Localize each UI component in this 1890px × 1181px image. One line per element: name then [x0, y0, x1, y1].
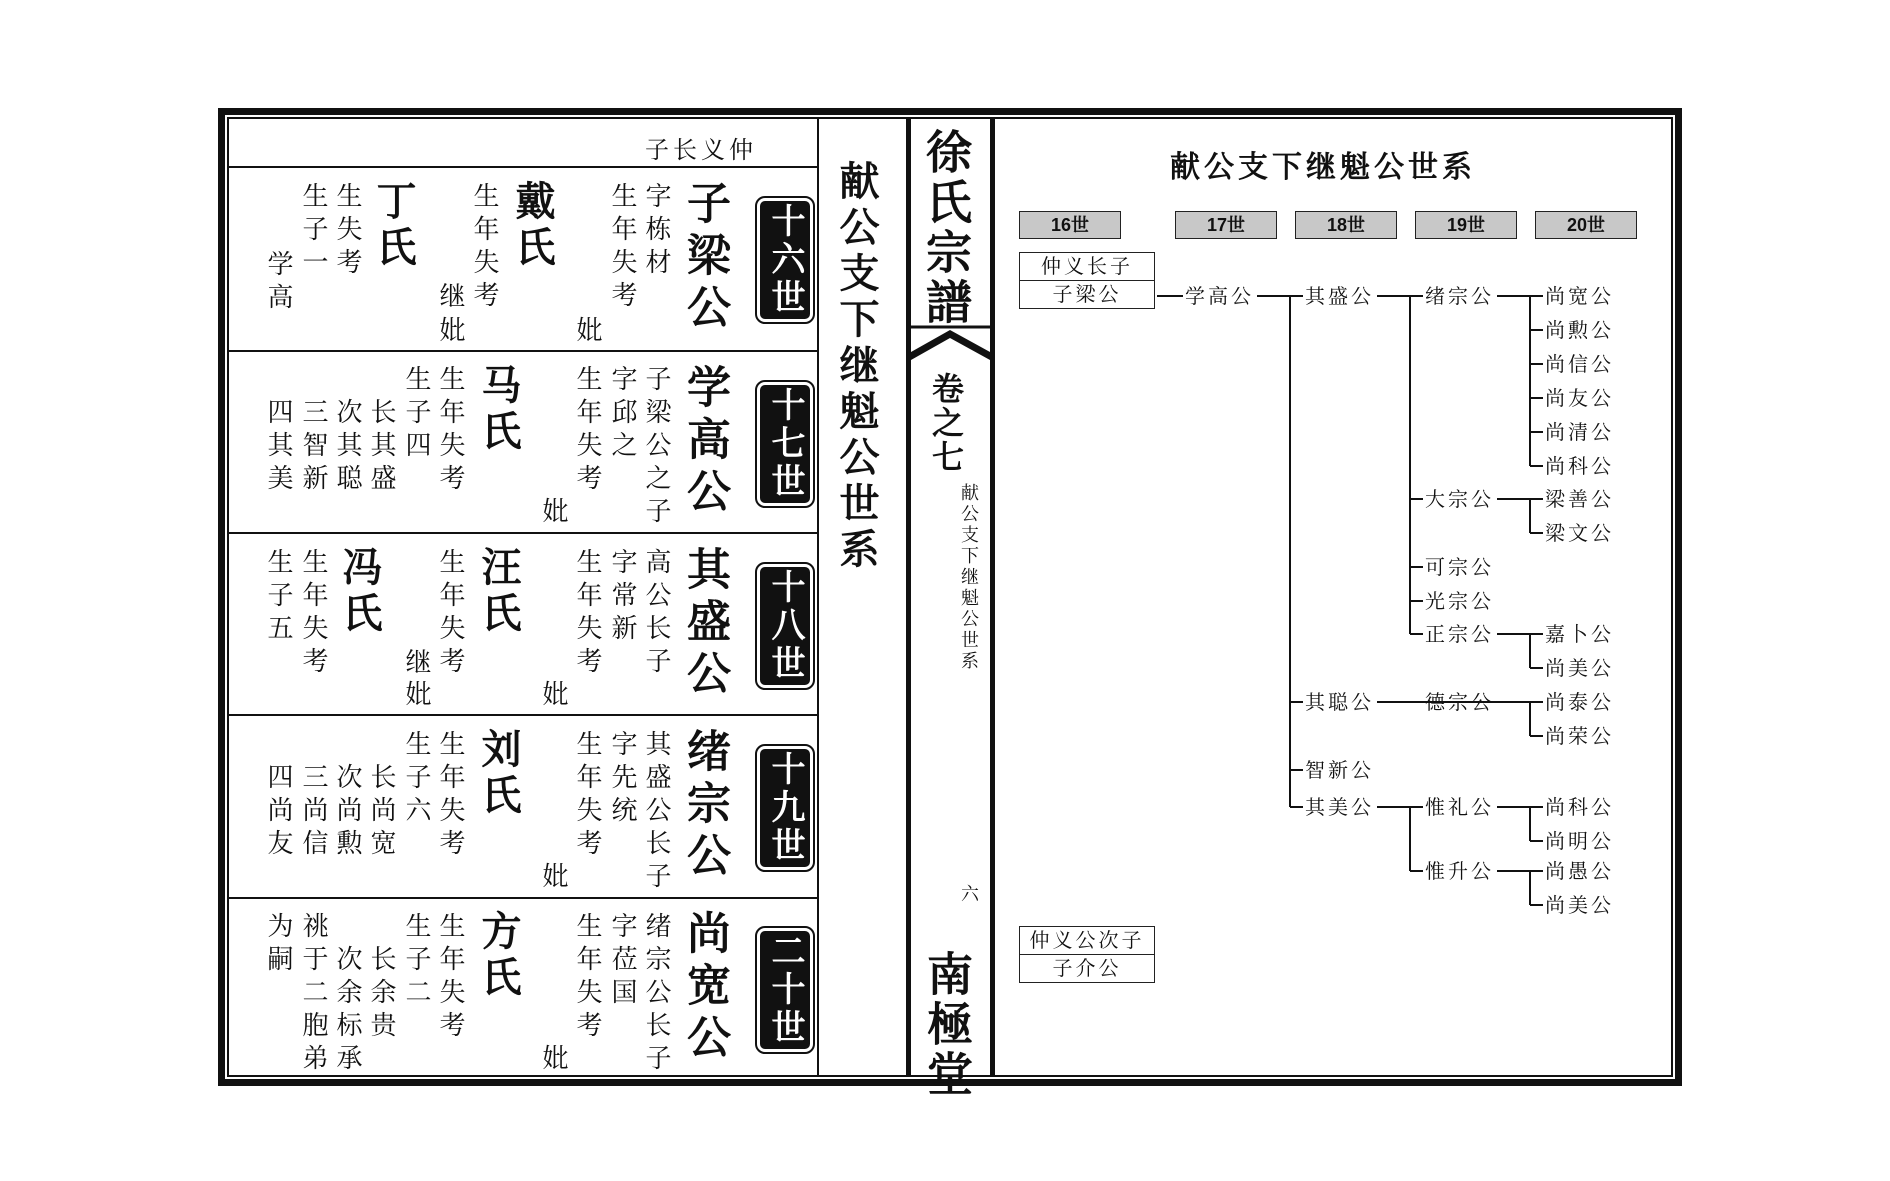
wife-label: 妣	[572, 316, 602, 349]
ancestor-name: 尚宽公	[679, 910, 730, 1066]
ancestor-info: 高公长子	[641, 548, 671, 680]
wife-label: 妣	[538, 1044, 568, 1077]
tree-node: 惟礼公	[1425, 795, 1494, 819]
ancestor-info: 生年失考	[607, 182, 637, 314]
wife-name: 冯氏	[336, 546, 383, 638]
child-entry: 四尚友	[263, 763, 293, 862]
ancestor-info: 绪宗公长子	[641, 912, 671, 1077]
spine-subtitle: 献公支下继魁公世系	[958, 483, 979, 672]
tree-node: 尚明公	[1545, 829, 1614, 853]
tree-node: 嘉卜公	[1545, 622, 1614, 646]
tree-node: 可宗公	[1425, 555, 1494, 579]
wife-info: 生失考	[332, 182, 362, 281]
ancestor-info: 生年失考	[572, 548, 602, 680]
generation-header: 16世	[1019, 211, 1121, 239]
ancestor-info: 字莅国	[607, 912, 637, 1011]
generation-badge: 十九世	[757, 746, 813, 870]
tree-node: 智新公	[1305, 758, 1374, 782]
ancestor-name: 子梁公	[679, 180, 730, 336]
wife-info: 生年失考	[435, 912, 465, 1044]
tree-node: 其聪公	[1305, 690, 1374, 714]
generation-badge: 十八世	[757, 564, 813, 688]
wife-name: 丁氏	[370, 180, 417, 272]
wife-name: 马氏	[475, 364, 522, 456]
tree-node: 梁文公	[1545, 521, 1614, 545]
tree-node: 光宗公	[1425, 589, 1494, 613]
wife-info: 生年失考	[298, 548, 328, 680]
tree-node: 学高公	[1185, 284, 1254, 308]
wife-info: 生子四	[401, 365, 431, 464]
tree-node: 尚美公	[1545, 893, 1614, 917]
tree-title: 献公支下继魁公世系	[1170, 150, 1476, 185]
wife-label: 妣	[538, 680, 568, 713]
wife-info: 生年失考	[435, 730, 465, 862]
wife-info: 生子二	[401, 912, 431, 1011]
tree-node: 尚美公	[1545, 656, 1614, 680]
child-entry: 次尚勲	[332, 763, 362, 862]
book-title: 徐氏宗譜	[919, 128, 973, 328]
tree-node: 尚友公	[1545, 386, 1614, 410]
generation-header: 19世	[1415, 211, 1517, 239]
child-entry: 为嗣	[263, 912, 293, 978]
section-title: 献公支下继魁公世系	[833, 160, 880, 574]
wife-info: 继	[435, 282, 465, 315]
tree-node: 尚愚公	[1545, 859, 1614, 883]
volume-label: 卷之七	[927, 372, 965, 474]
generation-badge: 十七世	[757, 382, 813, 506]
tree-node: 其美公	[1305, 795, 1374, 819]
tree-node: 大宗公	[1425, 487, 1494, 511]
ancestor-info: 生年失考	[572, 365, 602, 497]
ancestor-name: 学高公	[679, 364, 730, 520]
child-entry: 三智新	[298, 398, 328, 497]
ancestor-info: 字邱之	[607, 365, 637, 464]
tree-node: 其盛公	[1305, 284, 1374, 308]
root-note: 仲义公次子	[1029, 928, 1145, 952]
tree-node: 绪宗公	[1425, 284, 1494, 308]
root-note: 仲义长子	[1041, 254, 1133, 278]
wife-name: 汪氏	[475, 546, 522, 638]
ancestor-info: 字先统	[607, 730, 637, 829]
child-entry: 次余标承	[332, 945, 362, 1077]
tree-node: 德宗公	[1425, 690, 1494, 714]
tree-node: 尚科公	[1545, 795, 1614, 819]
wife-info: 生年失考	[469, 182, 499, 314]
tree-node: 尚勲公	[1545, 318, 1614, 342]
wife-info: 继	[401, 648, 431, 681]
ancestor-info: 其盛公长子	[641, 730, 671, 895]
ancestor-info: 生年失考	[572, 730, 602, 862]
wife-name: 戴氏	[509, 180, 556, 272]
wife-label: 妣	[401, 680, 431, 713]
wife-label: 妣	[538, 497, 568, 530]
ancestor-name: 绪宗公	[679, 728, 730, 884]
hall-name: 南極堂	[920, 950, 974, 1100]
root-name: 子梁公	[1020, 280, 1154, 308]
wife-name: 方氏	[475, 910, 522, 1002]
ancestor-info: 生年失考	[572, 912, 602, 1044]
wife-info: 学高	[263, 250, 293, 316]
ancestor-info: 子梁公之子	[641, 365, 671, 530]
generation-header: 17世	[1175, 211, 1277, 239]
wife-info: 生子六	[401, 730, 431, 829]
child-entry: 长其盛	[366, 398, 396, 497]
child-entry: 三尚信	[298, 763, 328, 862]
page-number: 六	[961, 884, 979, 905]
child-entry: 四其美	[263, 398, 293, 497]
tree-node: 尚泰公	[1545, 690, 1614, 714]
tree-node: 尚科公	[1545, 454, 1614, 478]
wife-info: 生年失考	[435, 548, 465, 680]
tree-node: 惟升公	[1425, 859, 1494, 883]
child-entry: 祧于二胞弟	[298, 912, 328, 1077]
wife-info: 生子五	[263, 548, 293, 647]
ancestor-info: 字常新	[607, 548, 637, 647]
child-entry: 次其聪	[332, 398, 362, 497]
tree-node: 尚信公	[1545, 352, 1614, 376]
generation-badge: 二十世	[757, 928, 813, 1052]
ancestor-info: 字栋材	[641, 182, 671, 281]
child-entry: 长余贵	[366, 945, 396, 1044]
tree-node: 尚宽公	[1545, 284, 1614, 308]
wife-name: 刘氏	[475, 728, 522, 820]
header-note: 子长义仲	[645, 136, 757, 164]
wife-info: 生年失考	[435, 365, 465, 497]
wife-info: 生子一	[298, 182, 328, 281]
tree-node: 尚荣公	[1545, 724, 1614, 748]
generation-badge: 十六世	[757, 198, 813, 322]
root-name: 子介公	[1020, 954, 1154, 982]
tree-node: 尚清公	[1545, 420, 1614, 444]
wife-label: 妣	[435, 316, 465, 349]
ancestor-name: 其盛公	[679, 546, 730, 702]
child-entry: 长尚宽	[366, 763, 396, 862]
tree-node: 梁善公	[1545, 487, 1614, 511]
generation-header: 20世	[1535, 211, 1637, 239]
generation-header: 18世	[1295, 211, 1397, 239]
tree-node: 正宗公	[1425, 622, 1494, 646]
wife-label: 妣	[538, 862, 568, 895]
